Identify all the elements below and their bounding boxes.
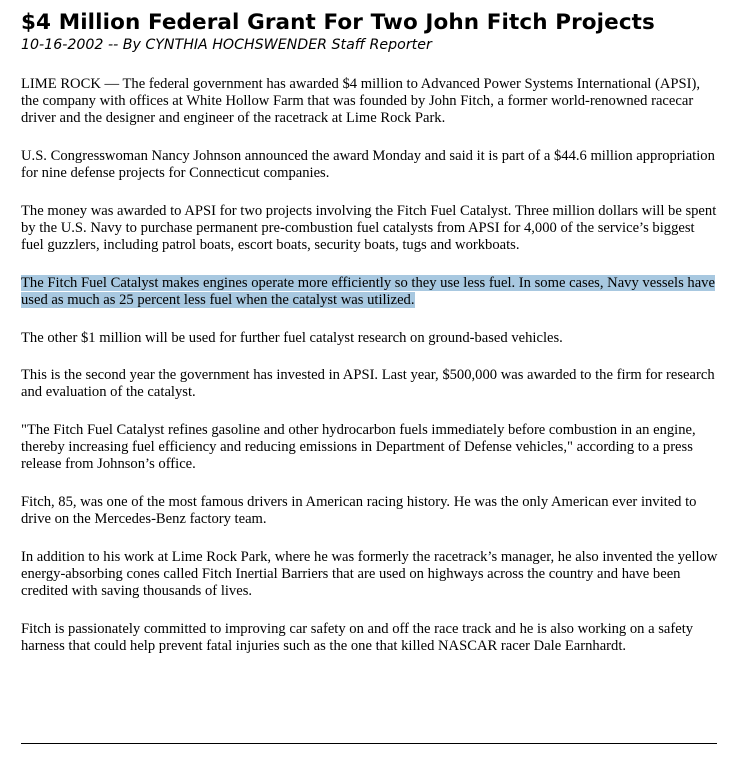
paragraph-text: Fitch is passionately committed to improving car safety on and off the race track and he is also working on a safety harness that could help prevent fatal injuries such as the one that killed NASCAR racer Dale Earnhardt.	[21, 620, 694, 654]
paragraph-9[interactable]	[21, 549, 719, 601]
paragraph-text: This is the second year the government has invested in APSI. Last year, $500,000 was awarded to the firm for research and evaluation of the catalyst.	[21, 367, 715, 401]
paragraph-text: The other $1 million will be used for further fuel catalyst research on ground-based vehicles.	[21, 329, 563, 346]
paragraph-5[interactable]	[21, 330, 719, 347]
paragraph-1[interactable]	[21, 76, 719, 128]
paragraph-text: U.S. Congresswoman Nancy Johnson announced the award Monday and said it is part of a $44.6 million appropriation for nine defense projects for Connecticut companies.	[21, 148, 715, 182]
bottom-divider	[21, 743, 717, 744]
paragraph-text: LIME ROCK — The federal government has awarded $4 million to Advanced Power Systems International (APSI), the company with offices at White Hollow Farm that was founded by John Fitch, a former world-renowned racecar driver and the designer and engineer of the racetrack at Lime Rock Park.	[21, 76, 701, 127]
paragraph-text: "The Fitch Fuel Catalyst refines gasoline and other hydrocarbon fuels immediately before combustion in an engine, thereby increasing fuel efficiency and reducing emissions in Department of Defense vehicles," according to a press release from Johnson’s office.	[21, 421, 696, 473]
headline: $4 Million Federal Grant For Two John Fitch Projects	[21, 10, 655, 35]
paragraph-6[interactable]	[21, 367, 719, 401]
paragraph-4-selected[interactable]	[21, 275, 719, 309]
article	[21, 10, 719, 676]
paragraph-text: In addition to his work at Lime Rock Park, where he was formerly the racetrack’s manager, he also invented the yellow energy-absorbing cones called Fitch Inertial Barriers that are used on highways across the country and have been credited with saving thousands of lives.	[21, 548, 718, 600]
paragraph-text: The money was awarded to APSI for two projects involving the Fitch Fuel Catalyst. Three million dollars will be spent by the U.S. Navy to purchase permanent pre-combustion fuel catalysts from APSI for 4,000 of the service’s biggest fuel guzzlers, including patrol boats, escort boats, security boats, tugs and workboats.	[21, 202, 717, 254]
selected-text-highlight[interactable]: The Fitch Fuel Catalyst makes engines operate more efficiently so they use less fuel. In some cases, Navy vessels have used as much as 25 percent less fuel when the catalyst was utilized.	[21, 274, 715, 308]
paragraph-2[interactable]	[21, 148, 719, 182]
paragraph-8[interactable]	[21, 494, 719, 528]
paragraph-10[interactable]	[21, 621, 719, 655]
byline: 10-16-2002 -- By CYNTHIA HOCHSWENDER Staff Reporter	[21, 37, 432, 53]
paragraph-7[interactable]	[21, 422, 719, 474]
paragraph-3[interactable]	[21, 203, 719, 255]
paragraph-text: Fitch, 85, was one of the most famous drivers in American racing history. He was the only American ever invited to drive on the Mercedes-Benz factory team.	[21, 493, 697, 528]
